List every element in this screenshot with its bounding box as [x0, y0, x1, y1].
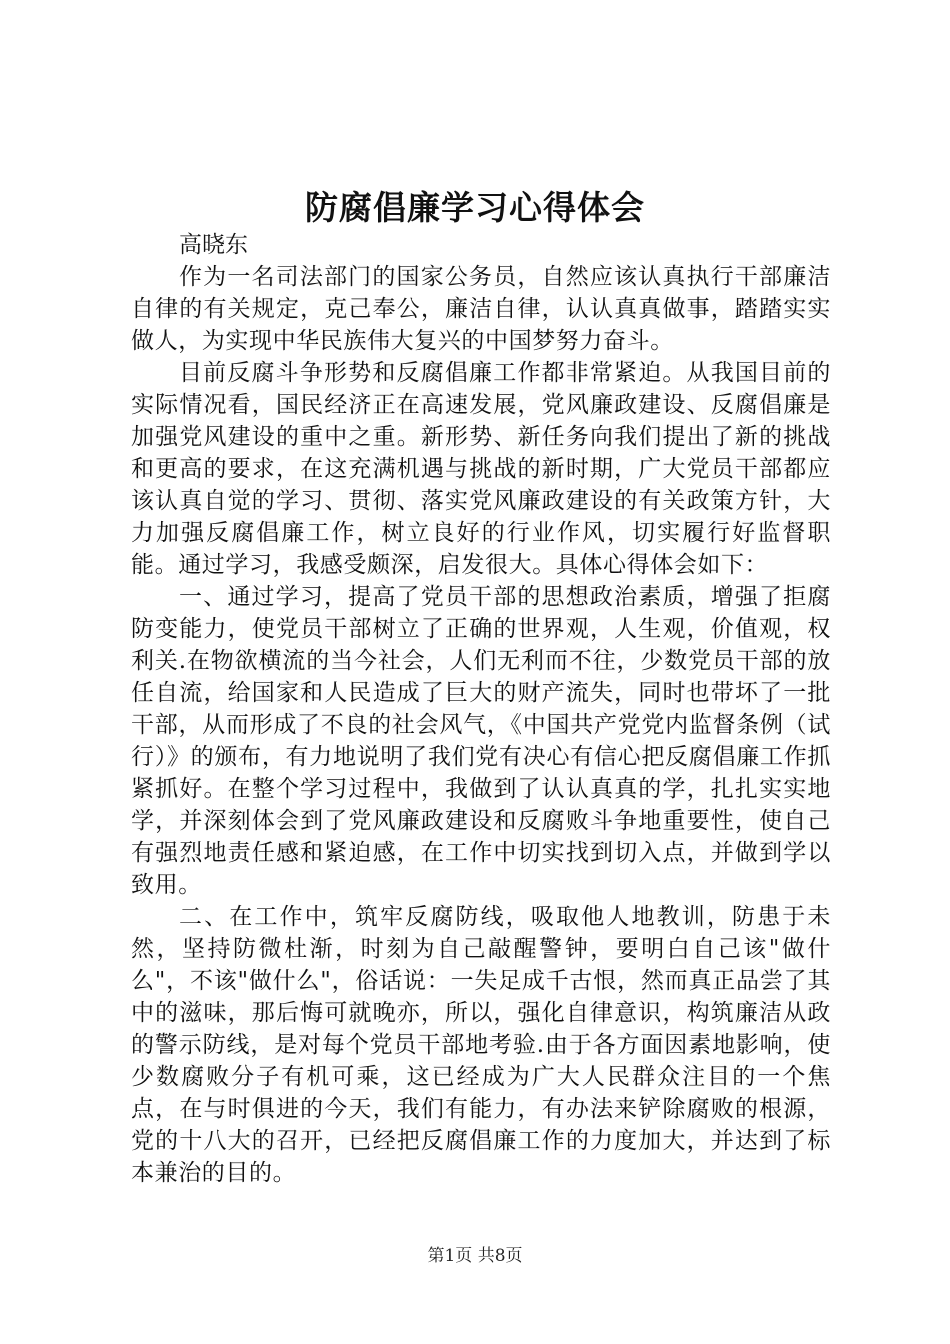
author-name: 高晓东: [179, 232, 248, 258]
document-title: 防腐倡廉学习心得体会: [305, 188, 645, 227]
paragraph-situation: 目前反腐斗争形势和反腐倡廉工作都非常紧迫。从我国目前的实际情况看，国民经济正在高速发展，党风廉政建设、反腐倡廉是加强党风建设的重中之重。新形势、新任务向我们提出了新的挑战和更高的要求，在这充满机遇与挑战的新时期，广大党员干部都应该认真自觉的学习、贯彻、落实党风廉政建设的有关政策方针，大力加强反腐倡廉工作，树立良好的行业作风，切实履行好监督职能。通过学习，我感受颇深，启发很大。具体心得体会如下：: [131, 360, 831, 578]
paragraph-point-one: 一、通过学习，提高了党员干部的思想政治素质，增强了拒腐防变能力，使党员干部树立了正确的世界观，人生观，价值观，权利关.在物欲横流的当今社会，人们无利而不往，少数党员干部的放任自流，给国家和人民造成了巨大的财产流失，同时也带坏了一批干部，从而形成了不良的社会风气，《中国共产党党内监督条例（试行）》的颁布，有力地说明了我们党有决心有信心把反腐倡廉工作抓紧抓好。在整个学习过程中，我做到了认认真真的学，扎扎实实地学，并深刻体会到了党风廉政建设和反腐败斗争地重要性，使自己有强烈地责任感和紧迫感，在工作中切实找到切入点，并做到学以致用。: [131, 584, 831, 898]
page-number-footer: 第1页 共8页: [427, 1246, 523, 1266]
paragraph-intro: 作为一名司法部门的国家公务员，自然应该认真执行干部廉洁自律的有关规定，克己奉公，廉洁自律，认认真真做事，踏踏实实做人，为实现中华民族伟大复兴的中国梦努力奋斗。: [131, 264, 831, 354]
paragraph-point-two: 二、在工作中，筑牢反腐防线，吸取他人地教训，防患于未然，坚持防微杜渐，时刻为自己敲醒警钟，要明白自己该"做什么"，不该"做什么"，俗话说：一失足成千古恨，然而真正品尝了其中的滋味，那后悔可就晚亦，所以，强化自律意识，构筑廉洁从政的警示防线，是对每个党员干部地考验.由于各方面因素地影响，使少数腐败分子有机可乘，这已经成为广大人民群众注目的一个焦点，在与时俱进的今天，我们有能力，有办法来铲除腐败的根源，党的十八大的召开，已经把反腐倡廉工作的力度加大，并达到了标本兼治的目的。: [131, 904, 831, 1186]
document-body: [131, 229, 831, 1189]
